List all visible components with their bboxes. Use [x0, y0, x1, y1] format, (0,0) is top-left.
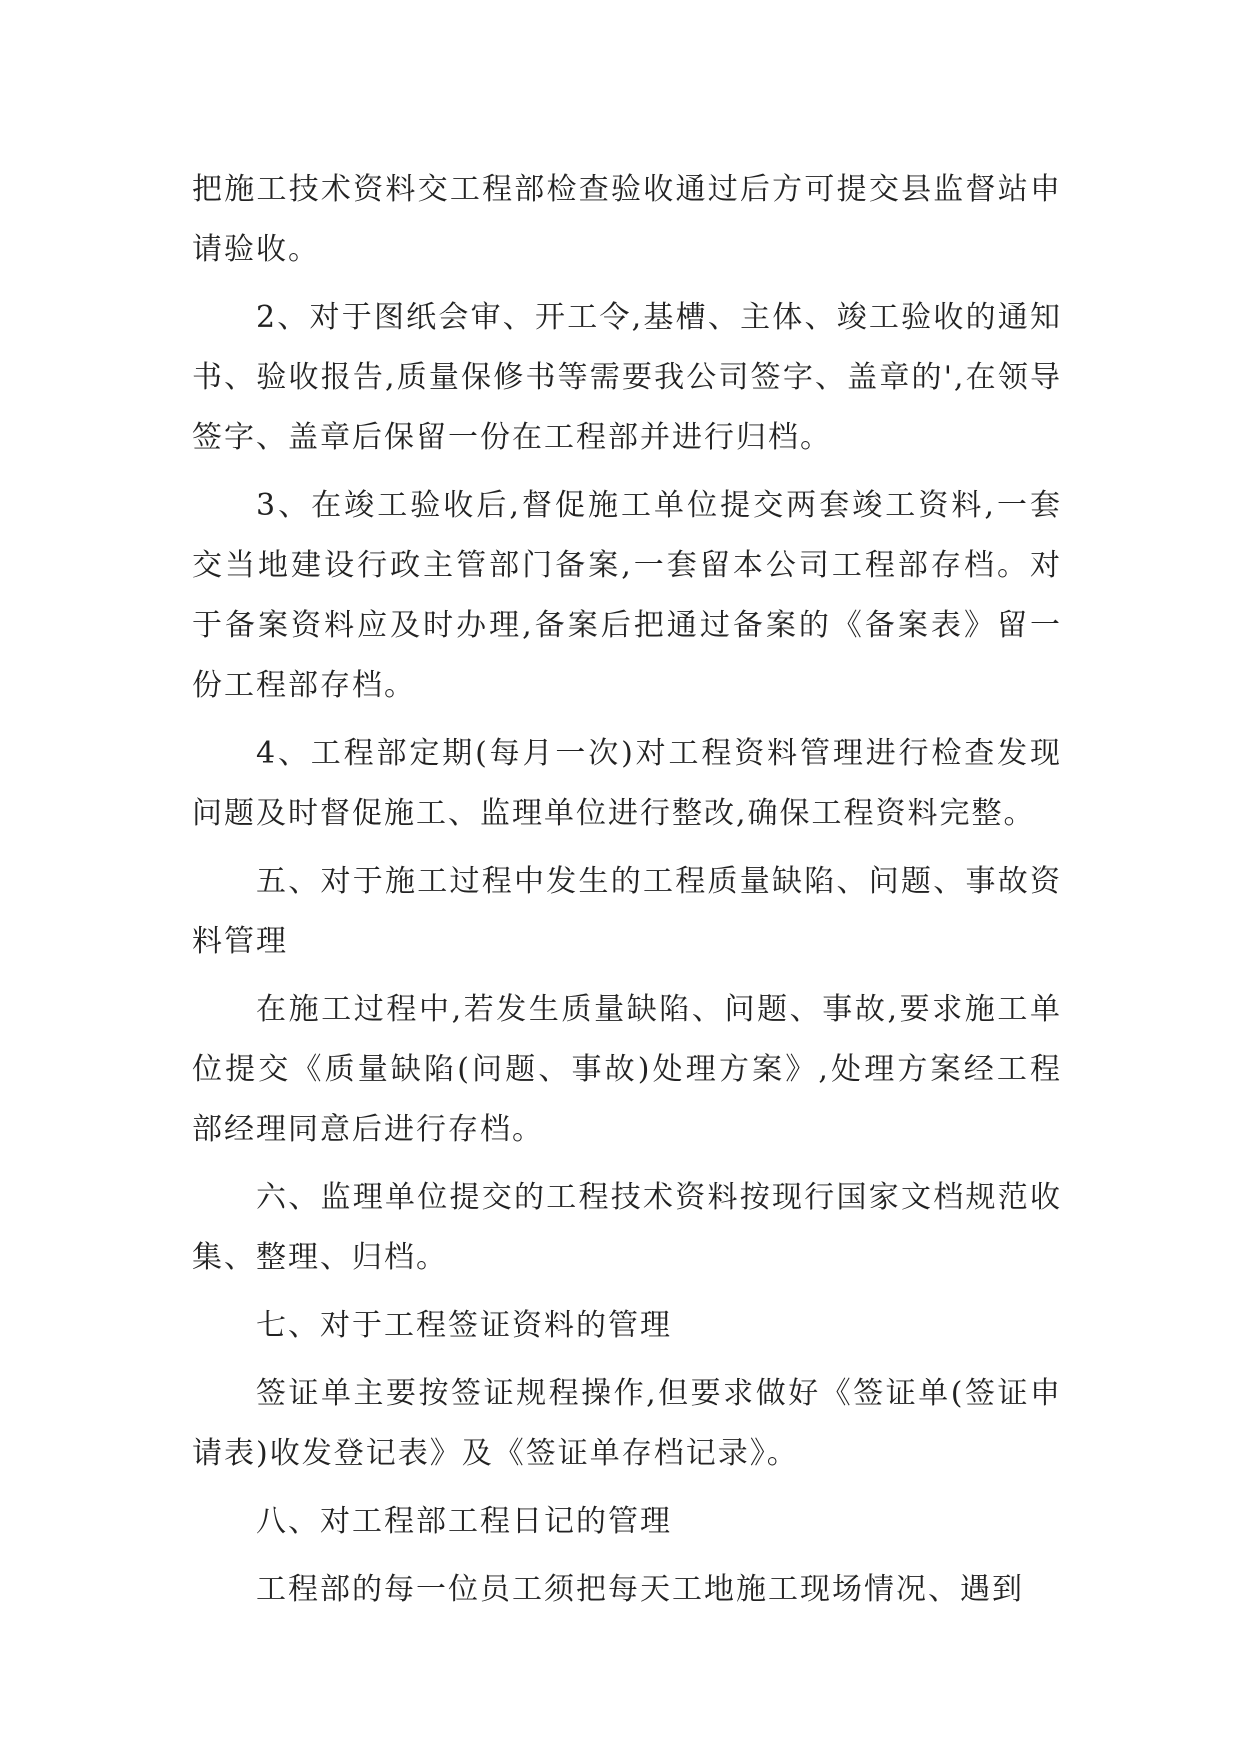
section-heading-7: 七、对于工程签证资料的管理: [256, 1308, 672, 1343]
section-heading-8: 八、对工程部工程日记的管理: [256, 1504, 672, 1539]
paragraph-section-8-body: 工程部的每一位员工须把每天工地施工现场情况、遇到: [256, 1572, 1024, 1607]
paragraph-item-4: 4、工程部定期(每月一次)对工程资料管理进行检查发现问题及时督促施工、监理单位进行整改,确保工程资料完整。: [192, 736, 1062, 831]
paragraph-section-5-body: 在施工过程中,若发生质量缺陷、问题、事故,要求施工单位提交《质量缺陷(问题、事故)处理方案》,处理方案经工程部经理同意后进行存档。: [192, 992, 1062, 1147]
section-heading-6: 六、监理单位提交的工程技术资料按现行国家文档规范收集、整理、归档。: [192, 1180, 1062, 1275]
document-body: [192, 160, 1062, 1628]
paragraph-item-2: 2、对于图纸会审、开工令,基槽、主体、竣工验收的通知书、验收报告,质量保修书等需要我公司签字、盖章的',在领导签字、盖章后保留一份在工程部并进行归档。: [192, 300, 1062, 455]
paragraph-section-7-body: 签证单主要按签证规程操作,但要求做好《签证单(签证申请表)收发登记表》及《签证单存档记录》。: [192, 1376, 1062, 1471]
section-heading-5: 五、对于施工过程中发生的工程质量缺陷、问题、事故资料管理: [192, 864, 1062, 959]
paragraph-item-3: 3、在竣工验收后,督促施工单位提交两套竣工资料,一套交当地建设行政主管部门备案,一套留本公司工程部存档。对于备案资料应及时办理,备案后把通过备案的《备案表》留一份工程部存档。: [192, 488, 1062, 703]
paragraph-continuation: 把施工技术资料交工程部检查验收通过后方可提交县监督站申请验收。: [192, 172, 1062, 267]
